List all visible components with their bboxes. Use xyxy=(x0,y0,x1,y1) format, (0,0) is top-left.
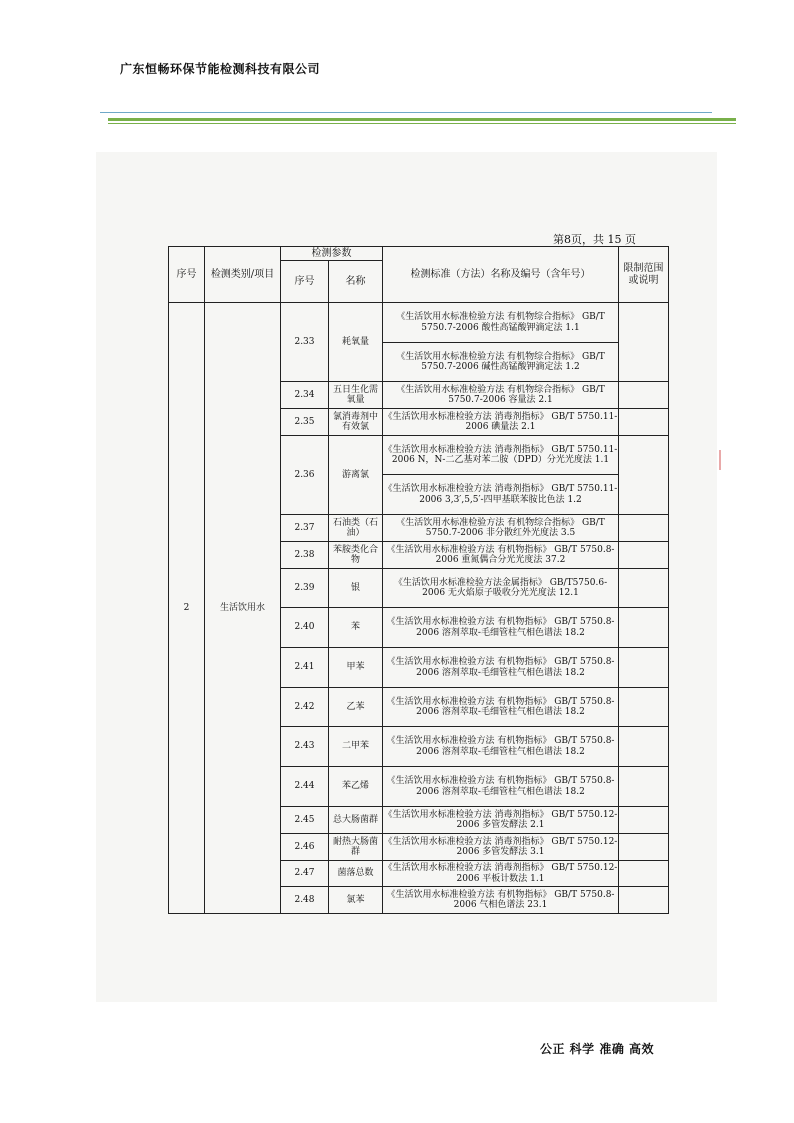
page-number: 第8页，共 15 页 xyxy=(553,233,636,246)
param-no: 2.38 xyxy=(281,542,329,569)
param-name: 苯胺类化合物 xyxy=(329,542,383,569)
standard-cell: 《生活饮用水标准检验方法 有机物综合指标》 GB/T 5750.7-2006 非分散红外光度法 3.5 xyxy=(383,515,619,542)
standard-cell: 《生活饮用水标准检验方法 消毒剂指标》 GB/T 5750.11-2006 N，N-二乙基对苯二胺（DPD）分光光度法 1.1 xyxy=(383,436,619,475)
param-no: 2.42 xyxy=(281,688,329,727)
param-no: 2.37 xyxy=(281,515,329,542)
param-no: 2.33 xyxy=(281,303,329,382)
standard-cell: 《生活饮用水标准检验方法 有机物指标》 GB/T 5750.8-2006 溶剂萃取-毛细管柱气相色谱法 18.2 xyxy=(383,727,619,767)
param-name: 银 xyxy=(329,569,383,608)
company-name: 广东恒畅环保节能检测科技有限公司 xyxy=(120,62,321,76)
header-rule-green-thin xyxy=(108,123,736,124)
standard-cell: 《生活饮用水标准检验方法 消毒剂指标》 GB/T 5750.12-2006 多管发酵法 2.1 xyxy=(383,807,619,834)
footer-slogan: 公正 科学 准确 高效 xyxy=(540,1042,655,1056)
limit-cell xyxy=(619,382,669,409)
standard-cell: 《生活饮用水标准检验方法 有机物综合指标》 GB/T 5750.7-2006 碱性高锰酸钾滴定法 1.2 xyxy=(383,343,619,382)
param-name: 总大肠菌群 xyxy=(329,807,383,834)
header-rule-blue xyxy=(100,112,712,113)
standard-cell: 《生活饮用水标准检验方法 有机物指标》 GB/T 5750.8-2006 重氮偶合分光光度法 37.2 xyxy=(383,542,619,569)
param-no: 2.34 xyxy=(281,382,329,409)
param-no: 2.41 xyxy=(281,648,329,688)
param-name: 苯乙烯 xyxy=(329,767,383,807)
param-no: 2.35 xyxy=(281,409,329,436)
param-name: 游离氯 xyxy=(329,436,383,515)
standard-cell: 《生活饮用水标准检验方法 有机物指标》 GB/T 5750.8-2006 溶剂萃取-毛细管柱气相色谱法 18.2 xyxy=(383,767,619,807)
standard-cell: 《生活饮用水标准检验方法金属指标》 GB/T5750.6-2006 无火焰原子吸收分光光度法 12.1 xyxy=(383,569,619,608)
limit-cell xyxy=(619,767,669,807)
limit-cell xyxy=(619,542,669,569)
limit-cell xyxy=(619,303,669,382)
param-no: 2.46 xyxy=(281,834,329,861)
param-name: 耐热大肠菌群 xyxy=(329,834,383,861)
standard-cell: 《生活饮用水标准检验方法 有机物综合指标》 GB/T 5750.7-2006 容量法 2.1 xyxy=(383,382,619,409)
limit-cell xyxy=(619,409,669,436)
param-name: 甲苯 xyxy=(329,648,383,688)
param-name: 二甲苯 xyxy=(329,727,383,767)
param-name: 耗氧量 xyxy=(329,303,383,382)
param-no: 2.44 xyxy=(281,767,329,807)
header-standard: 检测标准（方法）名称及编号（含年号） xyxy=(383,247,619,303)
limit-cell xyxy=(619,515,669,542)
standard-cell: 《生活饮用水标准检验方法 消毒剂指标》 GB/T 5750.11-2006 3,3′,5,5′-四甲基联苯胺比色法 1.2 xyxy=(383,475,619,515)
group-seq: 2 xyxy=(169,303,205,914)
param-name: 五日生化需氧量 xyxy=(329,382,383,409)
header-param-no: 序号 xyxy=(281,261,329,303)
param-no: 2.45 xyxy=(281,807,329,834)
limit-cell xyxy=(619,727,669,767)
param-no: 2.47 xyxy=(281,861,329,887)
limit-cell xyxy=(619,569,669,608)
header-params: 检测参数 xyxy=(281,247,383,261)
limit-cell xyxy=(619,807,669,834)
standard-cell: 《生活饮用水标准检验方法 消毒剂指标》 GB/T 5750.12-2006 平板计数法 1.1 xyxy=(383,861,619,887)
param-no: 2.39 xyxy=(281,569,329,608)
header-category: 检测类别/项目 xyxy=(205,247,281,303)
param-name: 苯 xyxy=(329,608,383,648)
limit-cell xyxy=(619,887,669,914)
param-no: 2.40 xyxy=(281,608,329,648)
standard-cell: 《生活饮用水标准检验方法 有机物指标》 GB/T 5750.8-2006 溶剂萃取-毛细管柱气相色谱法 18.2 xyxy=(383,648,619,688)
table-row xyxy=(169,303,669,343)
param-name: 氯消毒剂中有效氯 xyxy=(329,409,383,436)
param-no: 2.36 xyxy=(281,436,329,515)
standard-cell: 《生活饮用水标准检验方法 有机物指标》 GB/T 5750.8-2006 溶剂萃取-毛细管柱气相色谱法 18.2 xyxy=(383,608,619,648)
test-standards-table xyxy=(168,246,669,914)
param-name: 氯苯 xyxy=(329,887,383,914)
param-no: 2.43 xyxy=(281,727,329,767)
standard-cell: 《生活饮用水标准检验方法 消毒剂指标》 GB/T 5750.11-2006 碘量法 2.1 xyxy=(383,409,619,436)
param-no: 2.48 xyxy=(281,887,329,914)
param-name: 菌落总数 xyxy=(329,861,383,887)
standard-cell: 《生活饮用水标准检验方法 消毒剂指标》 GB/T 5750.12-2006 多管发酵法 3.1 xyxy=(383,834,619,861)
standard-cell: 《生活饮用水标准检验方法 有机物综合指标》 GB/T 5750.7-2006 酸性高锰酸钾滴定法 1.1 xyxy=(383,303,619,343)
header-limit: 限制范围或说明 xyxy=(619,247,669,303)
limit-cell xyxy=(619,834,669,861)
header-param-name: 名称 xyxy=(329,261,383,303)
param-name: 石油类（石油） xyxy=(329,515,383,542)
scan-mark xyxy=(719,450,721,470)
param-name: 乙苯 xyxy=(329,688,383,727)
limit-cell xyxy=(619,608,669,648)
header-seq: 序号 xyxy=(169,247,205,303)
standard-cell: 《生活饮用水标准检验方法 有机物指标》 GB/T 5750.8-2006 气相色谱法 23.1 xyxy=(383,887,619,914)
group-category: 生活饮用水 xyxy=(205,303,281,914)
limit-cell xyxy=(619,436,669,515)
limit-cell xyxy=(619,648,669,688)
limit-cell xyxy=(619,861,669,887)
limit-cell xyxy=(619,688,669,727)
standard-cell: 《生活饮用水标准检验方法 有机物指标》 GB/T 5750.8-2006 溶剂萃取-毛细管柱气相色谱法 18.2 xyxy=(383,688,619,727)
header-rule-green xyxy=(108,118,736,121)
